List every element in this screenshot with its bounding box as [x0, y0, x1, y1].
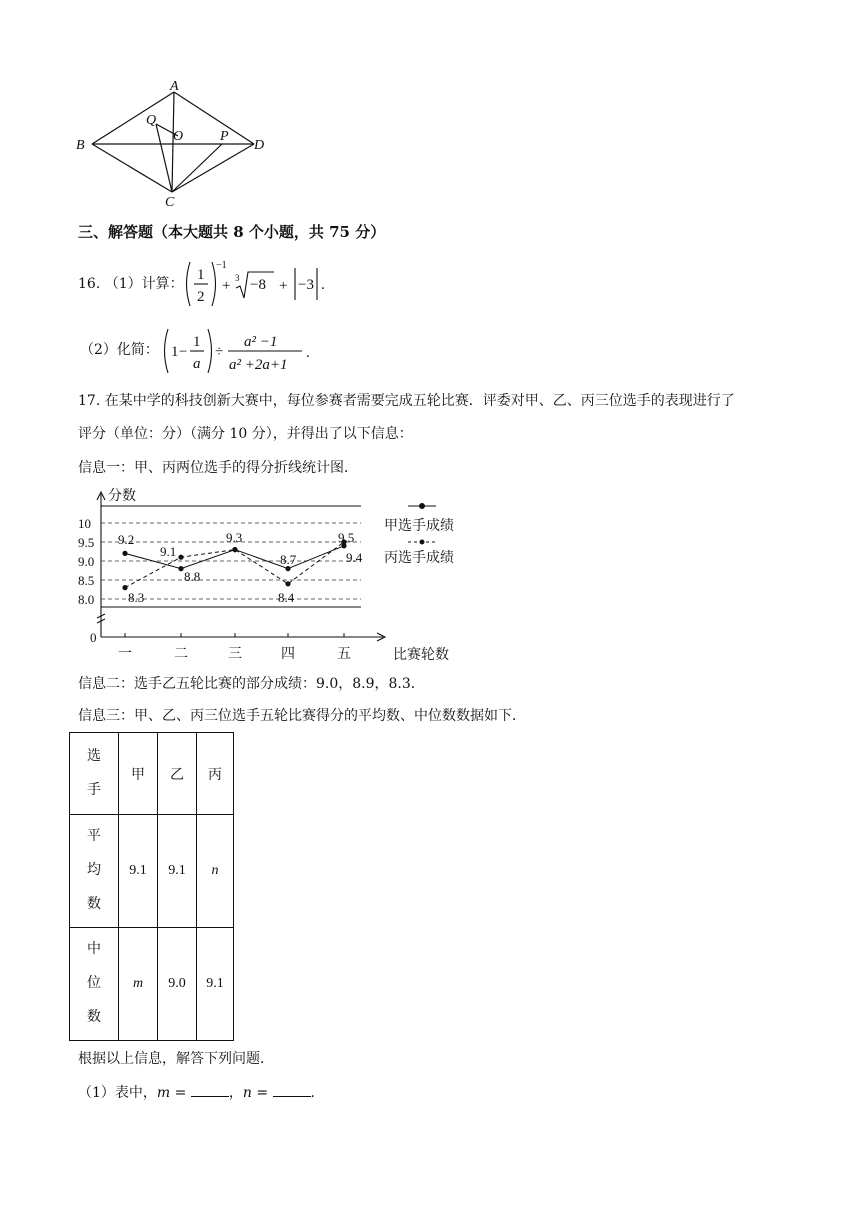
legend-bing-marker	[420, 540, 424, 544]
q17-intro-line2: 评分（单位：分）（满分 10 分），并得出了以下信息：	[78, 426, 413, 442]
row-label-median: 中 位 数	[70, 928, 119, 1041]
data-label: 9.4	[346, 550, 363, 565]
section-heading: 三、解答题（本大题共 8 个小题，共 75 分）	[78, 223, 386, 241]
sub1-m: m	[156, 1085, 171, 1101]
median-bing: 9.1	[197, 928, 234, 1041]
y-tick-label: 0	[90, 630, 97, 645]
info2-text: 信息二：选手乙五轮比赛的部分成绩：9.0，8.9，8.3．	[78, 676, 425, 692]
q16-part2-label: （2）化简：	[80, 342, 159, 358]
point-jia	[122, 551, 127, 556]
q17-intro-line1: 17. 在某中学的科技创新大赛中，每位参赛者需要完成五轮比赛．评委对甲、乙、丙三位选手的表现进行了	[78, 393, 735, 409]
data-label: 8.7	[280, 552, 297, 567]
plus-sign-2: +	[279, 278, 288, 294]
data-label: 8.4	[278, 590, 295, 605]
rhombus-figure	[70, 78, 280, 208]
x-tick-label: 四	[281, 647, 295, 662]
mean-jia: 9.1	[119, 815, 158, 928]
radicand: −8	[250, 277, 266, 293]
mean-yi: 9.1	[158, 815, 197, 928]
q16-part1-expression	[182, 258, 342, 310]
y-tick-label: 8.5	[78, 573, 95, 588]
median-yi: 9.0	[158, 928, 197, 1041]
info3-text: 信息三：甲、乙、丙三位选手五轮比赛得分的平均数、中位数数据如下．	[78, 708, 526, 724]
sub-question-1: （1）表中，m = ，n = ．	[78, 1082, 325, 1103]
y-tick-label: 9.5	[78, 535, 95, 550]
x-tick-label: 二	[174, 647, 188, 662]
right-denominator: a² +2a+1	[229, 357, 288, 373]
label-p: P	[220, 129, 229, 144]
x-tick-label: 五	[337, 647, 351, 662]
stats-table	[69, 732, 234, 1041]
point-bing	[178, 555, 183, 560]
x-tick-label: 三	[228, 647, 242, 662]
data-label: 9.1	[160, 544, 177, 559]
y-tick-label: 10	[78, 516, 91, 531]
label-b: B	[76, 138, 85, 153]
exponent: −1	[216, 260, 227, 271]
x-axis-label: 比赛轮数	[393, 648, 449, 663]
data-label: 8.3	[128, 590, 145, 605]
point-bing	[232, 547, 237, 552]
data-label: 9.5	[338, 530, 355, 545]
label-c: C	[165, 195, 175, 208]
row-label-mean: 平 均 数	[70, 815, 119, 928]
info1-text: 信息一：甲、丙两位选手的得分折线统计图．	[78, 460, 358, 476]
legend-jia-marker	[420, 504, 425, 509]
point-bing	[122, 585, 127, 590]
q16-part1-label: 16. （1）计算：	[78, 276, 184, 292]
abs-value: −3	[298, 277, 314, 293]
answer-blank-m[interactable]	[191, 1082, 229, 1097]
q16-part2-expression	[160, 326, 320, 376]
root-index: 3	[235, 273, 240, 283]
legend-bing-label: 丙选手成绩	[384, 551, 454, 566]
inner-denominator: a	[193, 356, 201, 372]
data-label: 9.2	[118, 532, 135, 547]
x-tick-label: 一	[118, 647, 132, 662]
label-o: O	[173, 129, 184, 144]
plus-sign-1: +	[222, 278, 231, 294]
header-cell-jia: 甲	[119, 733, 158, 815]
legend-jia-label: 甲选手成绩	[384, 519, 454, 534]
header-cell-bing: 丙	[197, 733, 234, 815]
frac-numerator: 1	[197, 267, 205, 283]
minus-sign: −	[179, 344, 188, 360]
prompt-text: 根据以上信息，解答下列问题．	[78, 1051, 274, 1067]
y-tick-label: 9.0	[78, 554, 95, 569]
svg-text:.: .	[306, 345, 310, 361]
header-cell-yi: 乙	[158, 733, 197, 815]
mean-bing: n	[197, 815, 234, 928]
right-numerator: a² −1	[244, 334, 278, 350]
sub1-n: n	[242, 1085, 252, 1101]
one: 1	[171, 344, 179, 360]
median-jia: m	[119, 928, 158, 1041]
svg-text:.: .	[321, 277, 325, 293]
label-d: D	[254, 138, 265, 153]
data-label: 8.8	[184, 569, 201, 584]
divide-sign: ÷	[215, 344, 224, 360]
y-tick-label: 8.0	[78, 592, 95, 607]
label-a: A	[170, 79, 179, 94]
point-bing	[285, 581, 290, 586]
answer-blank-n[interactable]	[273, 1082, 311, 1097]
header-cell-player: 选 手	[70, 733, 119, 815]
data-label: 9.3	[226, 530, 243, 545]
point-jia	[178, 566, 183, 571]
label-q: Q	[146, 113, 157, 128]
inner-numerator: 1	[193, 334, 201, 350]
sub1-prefix: （1）表中，	[78, 1085, 157, 1101]
score-line-chart	[78, 484, 478, 666]
y-axis-label: 分数	[108, 489, 136, 504]
frac-denominator: 2	[197, 289, 205, 305]
